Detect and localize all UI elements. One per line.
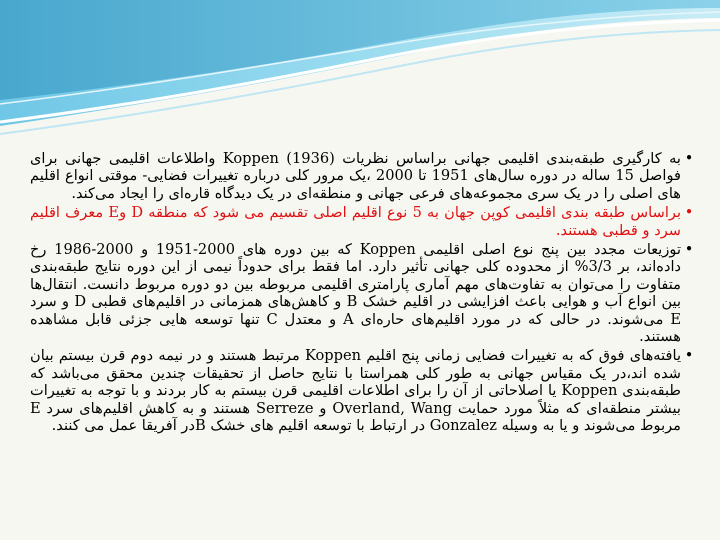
paragraph-five-climate-types — [30, 204, 695, 239]
paragraph-findings — [30, 347, 695, 434]
paragraph-text: یافته‌های فوق که به تغییرات فضایی زمانی پنج اقلیم Koppen مرتبط هستند و در نیمه دوم قرن بیستم بیان شده اند،در یک مقیاس جهانی به طور کلی همراستا با نتایج حاصل از تحقیقات چندین محقق می‌باشد که طبقه‌بندی Koppen یا اصلاحاتی از آن را برای اطلاعات اقلیمی قرن بیستم به کار بردند و با توجه به تغییرات بیشتر منطقه‌ای که مثلاً مورد حمایت Overland, Wang و Serreze هستند و به کاهش اقلیم‌های سرد E مربوط می‌شوند و یا به وسیله Gonzalez در ارتباط با توسعه اقلیم های خشک Bدر آفریقا عمل می کنند. — [30, 347, 682, 435]
bullet-marker: • — [684, 241, 694, 259]
paragraph-koppen-classification — [30, 150, 695, 202]
bullet-marker: • — [684, 150, 694, 167]
slide-body — [30, 150, 695, 437]
bullet-marker: • — [684, 204, 694, 222]
paragraph-text: به کارگیری طبقه‌بندی اقلیمی جهانی براساس نظریات Koppen (1936) واطلاعات اقلیمی جهانی برای فواصل 15 ساله در دوره سال‌های 1951 تا 2000 ،یک مرور کلی درباره تغییرات فضایی- موقتی انواع اقلیم های اصلی را در یک سری مجموعه‌های فرعی جهانی و منطقه‌ای در یک دیدگاه قاره‌ای را ایجاد می‌کند. — [30, 150, 681, 202]
bullet-marker: • — [684, 347, 694, 365]
wave-header-decoration — [0, 0, 720, 150]
paragraph-text: توزیعات مجدد بین پنج نوع اصلی اقلیمی Koppen که بین دوره های 2000-1951 و 2000-1986 رخ داده‌اند، بر 3/3% از محدوده کلی جهانی تأثیر دارد. اما فقط برای حدوداً نیمی از این دوره نتایج طبقه‌بندی متفاوت را می‌توان به تفاوت‌های مهم آماری پارامتری اقلیمی مربوطه بین دو دوره مربوط دانست. انتقال‌ها بین انواع آب و هوایی باعث افزایشی در اقلیم خشک B و کاهش‌های همزمانی در اقلیم‌های قطبی D و سرد E می‌شوند. در حالی که در مورد اقلیم‌های حاره‌ای A و معتدل C تنها توسعه هایی جزئی قابل مشاهده هستند. — [30, 241, 682, 346]
paragraph-text: براساس طبقه بندی اقلیمی کوپن جهان به 5 نوع اقلیم اصلی تقسیم می شود که منطقه D وE معرف اقلیم سرد و قطبی هستند. — [30, 204, 682, 239]
paragraph-redistribution — [30, 241, 695, 345]
